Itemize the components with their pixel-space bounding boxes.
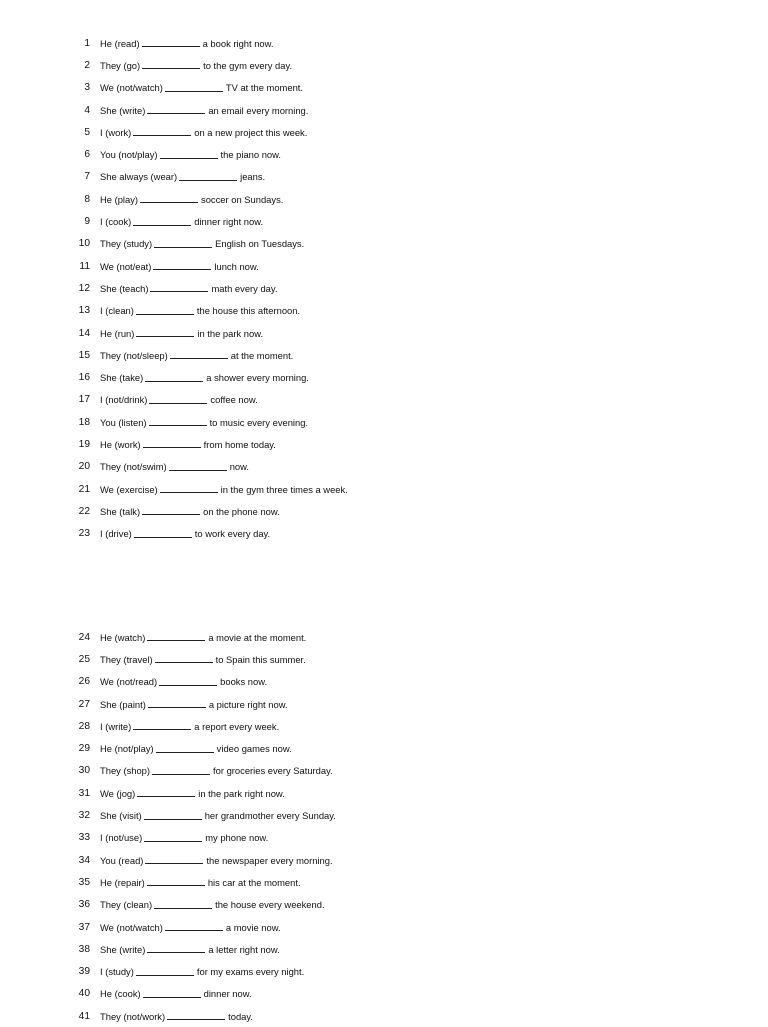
- exercise-prompt: He (run): [100, 327, 135, 339]
- exercise-item: [70, 121, 690, 143]
- exercise-prompt: We (not/eat): [100, 260, 152, 272]
- answer-blank[interactable]: [167, 1010, 225, 1020]
- exercise-ending: for my exams every night.: [196, 966, 305, 978]
- exercise-prompt: He (not/play): [100, 743, 154, 755]
- exercise-ending: for groceries every Saturday.: [213, 765, 333, 777]
- answer-blank[interactable]: [159, 676, 217, 686]
- exercise-item: [70, 99, 690, 121]
- exercise-item: [70, 210, 690, 232]
- exercise-item: [70, 344, 690, 366]
- exercise-ending: English on Tuesdays.: [215, 238, 305, 250]
- exercise-ending: a book right now.: [202, 37, 274, 49]
- exercise-number: 29: [78, 743, 90, 755]
- answer-blank[interactable]: [137, 787, 195, 797]
- exercise-item: [70, 277, 690, 299]
- exercise-item: [70, 938, 690, 960]
- exercise-prompt: They (not/swim): [100, 461, 167, 473]
- exercise-number: 8: [84, 193, 90, 205]
- answer-blank[interactable]: [134, 528, 192, 538]
- exercise-prompt: She (talk): [100, 505, 141, 517]
- exercise-item: [70, 411, 690, 433]
- answer-blank[interactable]: [149, 394, 207, 404]
- exercise-ending: a movie now.: [225, 921, 281, 933]
- exercise-number: 34: [78, 854, 90, 866]
- exercise-number: 6: [84, 149, 90, 161]
- exercise-ending: in the park now.: [197, 327, 264, 339]
- answer-blank[interactable]: [133, 216, 191, 226]
- exercise-number: 10: [78, 238, 90, 250]
- exercise-item: [70, 523, 690, 545]
- answer-blank[interactable]: [145, 854, 203, 864]
- exercise-item: [70, 300, 690, 322]
- exercise-ending: an email every morning.: [208, 104, 309, 116]
- exercise-number: 4: [84, 104, 90, 116]
- exercise-number: 28: [78, 720, 90, 732]
- answer-blank[interactable]: [154, 238, 212, 248]
- exercise-prompt: She always (wear): [100, 171, 178, 183]
- exercise-prompt: You (listen): [100, 416, 147, 428]
- exercise-prompt: He (repair): [100, 876, 145, 888]
- answer-blank[interactable]: [147, 876, 205, 886]
- exercise-number: 7: [84, 171, 90, 183]
- answer-blank[interactable]: [143, 438, 201, 448]
- exercise-list-part-1: [70, 32, 690, 545]
- exercise-prompt: They (not/sleep): [100, 349, 168, 361]
- exercise-ending: a report every week.: [194, 720, 280, 732]
- exercise-prompt: We (not/watch): [100, 921, 163, 933]
- exercise-item: [70, 32, 690, 54]
- exercise-number: 26: [78, 676, 90, 688]
- exercise-ending: to work every day.: [194, 528, 271, 540]
- exercise-number: 17: [78, 394, 90, 406]
- exercise-prompt: She (write): [100, 943, 146, 955]
- exercise-ending: today.: [228, 1010, 253, 1022]
- exercise-item: [70, 760, 690, 782]
- answer-blank[interactable]: [149, 416, 207, 426]
- exercise-ending: his car at the moment.: [207, 876, 301, 888]
- exercise-number: 41: [78, 1010, 90, 1022]
- answer-blank[interactable]: [170, 349, 228, 359]
- answer-blank[interactable]: [169, 461, 227, 471]
- answer-blank[interactable]: [150, 282, 208, 292]
- exercise-number: 9: [84, 216, 90, 228]
- exercise-prompt: They (go): [100, 59, 141, 71]
- exercise-item: [70, 77, 690, 99]
- exercise-item: [70, 827, 690, 849]
- exercise-ending: dinner right now.: [194, 216, 264, 228]
- exercise-number: 37: [78, 921, 90, 933]
- exercise-ending: now.: [229, 461, 249, 473]
- exercise-prompt: I (drive): [100, 528, 132, 540]
- exercise-number: 1: [84, 37, 90, 49]
- exercise-number: 5: [84, 126, 90, 138]
- answer-blank[interactable]: [147, 631, 205, 641]
- answer-blank[interactable]: [154, 899, 212, 909]
- exercise-number: 25: [78, 653, 90, 665]
- exercise-number: 22: [78, 505, 90, 517]
- exercise-ending: in the gym three times a week.: [220, 483, 348, 495]
- exercise-item: [70, 188, 690, 210]
- exercise-prompt: They (shop): [100, 765, 151, 777]
- exercise-item: [70, 671, 690, 693]
- exercise-ending: on a new project this week.: [194, 126, 308, 138]
- exercise-item: [70, 849, 690, 871]
- answer-blank[interactable]: [142, 37, 200, 47]
- exercise-prompt: He (cook): [100, 988, 141, 1000]
- exercise-prompt: I (work): [100, 126, 132, 138]
- exercise-ending: on the phone now.: [203, 505, 280, 517]
- exercise-number: 35: [78, 876, 90, 888]
- exercise-number: 19: [78, 438, 90, 450]
- exercise-number: 13: [78, 305, 90, 317]
- exercise-ending: math every day.: [211, 282, 278, 294]
- exercise-item: [70, 894, 690, 916]
- exercise-number: 3: [84, 82, 90, 94]
- exercise-prompt: You (read): [100, 854, 144, 866]
- exercise-ending: a picture right now.: [208, 698, 288, 710]
- answer-blank[interactable]: [142, 59, 200, 69]
- exercise-item: [70, 389, 690, 411]
- answer-blank[interactable]: [147, 943, 205, 953]
- exercise-prompt: We (exercise): [100, 483, 158, 495]
- exercise-number: 27: [78, 698, 90, 710]
- exercise-ending: coffee now.: [210, 394, 258, 406]
- exercise-ending: dinner now.: [203, 988, 252, 1000]
- exercise-prompt: He (play): [100, 193, 139, 205]
- answer-blank[interactable]: [156, 743, 214, 753]
- exercise-prompt: We (jog): [100, 787, 136, 799]
- exercise-ending: my phone now.: [205, 832, 269, 844]
- exercise-item: [70, 366, 690, 388]
- exercise-prompt: They (clean): [100, 899, 153, 911]
- exercise-number: 12: [78, 282, 90, 294]
- exercise-number: 40: [78, 988, 90, 1000]
- exercise-prompt: I (not/drink): [100, 394, 148, 406]
- exercise-number: 30: [78, 765, 90, 777]
- exercise-item: [70, 456, 690, 478]
- exercise-prompt: She (visit): [100, 810, 142, 822]
- exercise-prompt: They (study): [100, 238, 153, 250]
- answer-blank[interactable]: [165, 82, 223, 92]
- exercise-item: [70, 433, 690, 455]
- exercise-item: [70, 54, 690, 76]
- exercise-ending: the newspaper every morning.: [206, 854, 333, 866]
- exercise-item: [70, 960, 690, 982]
- exercise-ending: the piano now.: [220, 149, 281, 161]
- exercise-item: [70, 693, 690, 715]
- answer-blank[interactable]: [160, 149, 218, 159]
- exercise-prompt: She (write): [100, 104, 146, 116]
- exercise-number: 32: [78, 810, 90, 822]
- exercise-prompt: They (not/work): [100, 1010, 166, 1022]
- exercise-prompt: We (not/watch): [100, 82, 163, 94]
- answer-blank[interactable]: [155, 653, 213, 663]
- exercise-number: 21: [78, 483, 90, 495]
- exercise-ending: the house this afternoon.: [196, 305, 301, 317]
- answer-blank[interactable]: [148, 698, 206, 708]
- exercise-item: [70, 804, 690, 826]
- exercise-prompt: He (watch): [100, 631, 146, 643]
- exercise-prompt: They (travel): [100, 653, 153, 665]
- answer-blank[interactable]: [152, 765, 210, 775]
- exercise-prompt: I (study): [100, 966, 134, 978]
- exercise-number: 24: [78, 631, 90, 643]
- exercise-ending: her grandmother every Sunday.: [204, 810, 336, 822]
- exercise-ending: soccer on Sundays.: [201, 193, 284, 205]
- exercise-prompt: He (read): [100, 37, 140, 49]
- exercise-number: 16: [78, 372, 90, 384]
- exercise-ending: a letter right now.: [208, 943, 280, 955]
- exercise-prompt: You (not/play): [100, 149, 158, 161]
- exercise-number: 15: [78, 349, 90, 361]
- exercise-ending: TV at the moment.: [225, 82, 303, 94]
- exercise-prompt: I (not/use): [100, 832, 143, 844]
- exercise-item: [70, 983, 690, 1005]
- exercise-item: [70, 255, 690, 277]
- answer-blank[interactable]: [140, 193, 198, 203]
- exercise-prompt: We (not/read): [100, 676, 158, 688]
- exercise-item: [70, 322, 690, 344]
- exercise-item: [70, 478, 690, 500]
- exercise-ending: books now.: [220, 676, 268, 688]
- answer-blank[interactable]: [136, 305, 194, 315]
- exercise-prompt: I (clean): [100, 305, 134, 317]
- exercise-ending: in the park right now.: [198, 787, 285, 799]
- exercise-ending: from home today.: [203, 438, 276, 450]
- exercise-item: [70, 143, 690, 165]
- exercise-item: [70, 737, 690, 759]
- exercise-item: [70, 916, 690, 938]
- answer-blank[interactable]: [165, 921, 223, 931]
- answer-blank[interactable]: [136, 327, 194, 337]
- exercise-number: 31: [78, 787, 90, 799]
- answer-blank[interactable]: [133, 720, 191, 730]
- exercise-item: [70, 648, 690, 670]
- answer-blank[interactable]: [145, 372, 203, 382]
- exercise-number: 39: [78, 966, 90, 978]
- exercise-number: 38: [78, 943, 90, 955]
- exercise-number: 36: [78, 899, 90, 911]
- exercise-ending: video games now.: [216, 743, 292, 755]
- exercise-number: 18: [78, 416, 90, 428]
- exercise-number: 11: [79, 260, 90, 272]
- exercise-ending: the house every weekend.: [215, 899, 325, 911]
- exercise-number: 20: [78, 461, 90, 473]
- answer-blank[interactable]: [160, 483, 218, 493]
- exercise-number: 33: [78, 832, 90, 844]
- answer-blank[interactable]: [179, 171, 237, 181]
- answer-blank[interactable]: [143, 988, 201, 998]
- exercise-item: [70, 715, 690, 737]
- exercise-item: [70, 871, 690, 893]
- exercise-prompt: He (work): [100, 438, 141, 450]
- exercise-ending: a movie at the moment.: [208, 631, 307, 643]
- exercise-ending: jeans.: [240, 171, 266, 183]
- answer-blank[interactable]: [142, 505, 200, 515]
- exercise-item: [70, 233, 690, 255]
- exercise-number: 14: [78, 327, 90, 339]
- exercise-number: 2: [84, 59, 90, 71]
- exercise-ending: a shower every morning.: [206, 372, 309, 384]
- exercise-item: [70, 782, 690, 804]
- exercise-prompt: She (paint): [100, 698, 146, 710]
- exercise-item: [70, 500, 690, 522]
- answer-blank[interactable]: [144, 832, 202, 842]
- answer-blank[interactable]: [136, 966, 194, 976]
- answer-blank[interactable]: [153, 260, 211, 270]
- exercise-item: [70, 166, 690, 188]
- answer-blank[interactable]: [133, 126, 191, 136]
- exercise-ending: at the moment.: [230, 349, 294, 361]
- exercise-ending: to Spain this summer.: [215, 653, 306, 665]
- exercise-list-part-2: [70, 626, 690, 1027]
- exercise-prompt: She (teach): [100, 282, 149, 294]
- exercise-prompt: I (write): [100, 720, 132, 732]
- exercise-ending: to the gym every day.: [203, 59, 293, 71]
- exercise-item: [70, 626, 690, 648]
- answer-blank[interactable]: [144, 810, 202, 820]
- exercise-ending: lunch now.: [214, 260, 259, 272]
- exercise-prompt: I (cook): [100, 216, 132, 228]
- exercise-prompt: She (take): [100, 372, 144, 384]
- answer-blank[interactable]: [147, 104, 205, 114]
- exercise-ending: to music every evening.: [209, 416, 309, 428]
- exercise-number: 23: [78, 528, 90, 540]
